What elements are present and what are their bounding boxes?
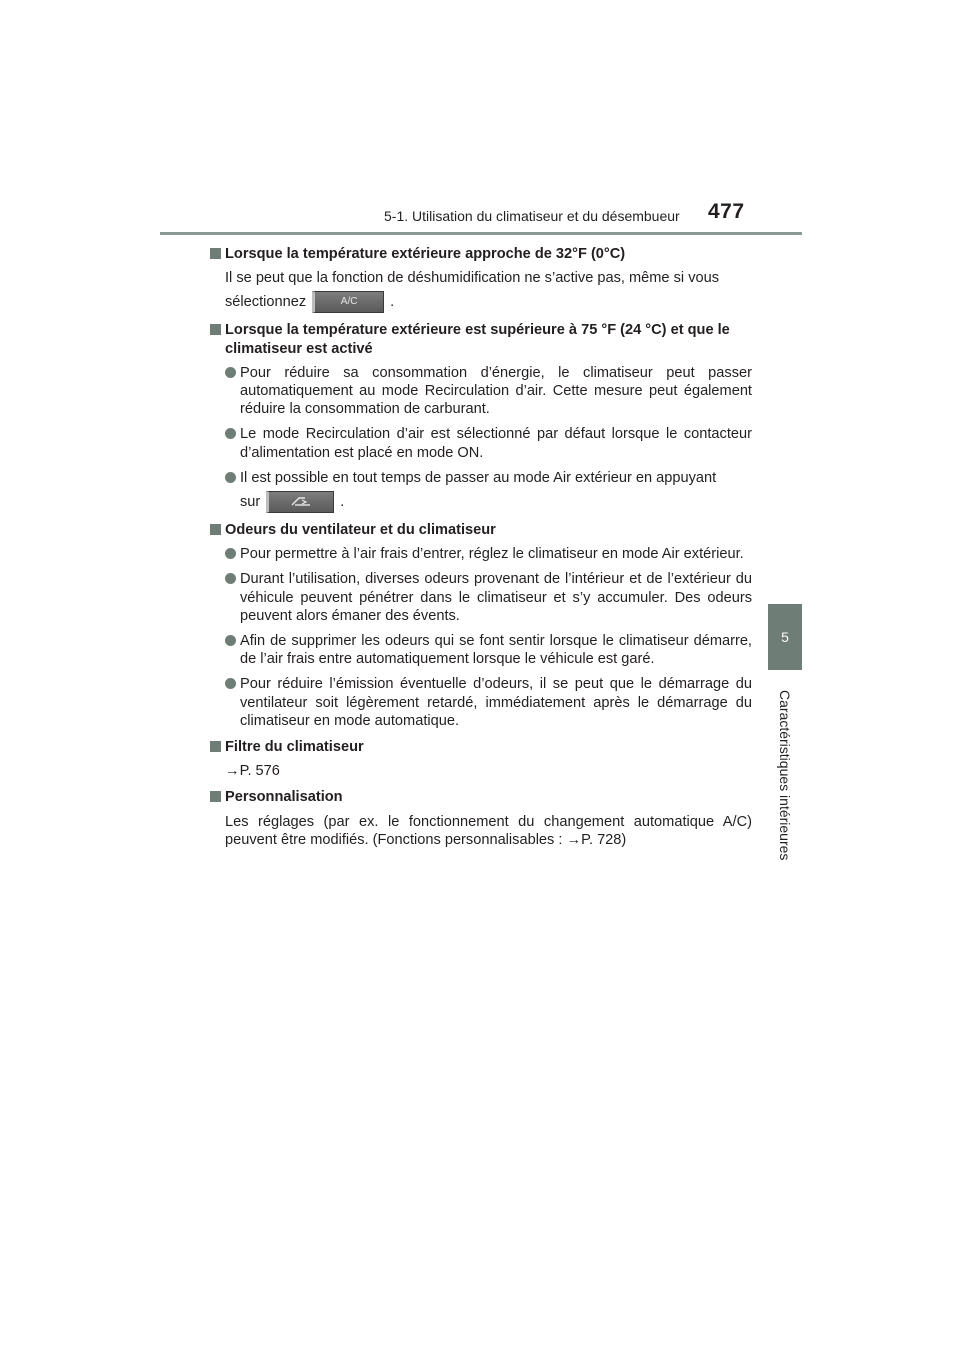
- list-item: [210, 425, 752, 461]
- text-after-button: .: [340, 493, 345, 510]
- header-rule: [160, 232, 802, 235]
- round-bullet-icon: [225, 573, 236, 584]
- round-bullet-icon: [225, 678, 236, 689]
- list-item-text: Il est possible en tout temps de passer au mode Air extérieur en appuyant: [240, 469, 717, 486]
- round-bullet-icon: [225, 367, 236, 378]
- list-item-text: Pour permettre à l’air frais d’entrer, réglez le climatiseur en mode Air extérieur.: [240, 546, 744, 563]
- list-item: [210, 364, 752, 419]
- list-item-text: Durant l’utilisation, diverses odeurs provenant de l’intérieur et de l’extérieur du véhicule peuvent pénétrer dans le climatiseur et s’y accumuler. Des odeurs peuvent alors émaner des évents.: [240, 571, 752, 624]
- header-title: 5-1. Utilisation du climatiseur et du désembueur: [384, 208, 680, 224]
- list-item: [210, 545, 752, 563]
- list-item-text: Pour réduire sa consommation d’énergie, le climatiseur peut passer automatiquement au mode Recirculation d’air. Cette mesure peut également réduire la consommation de carburant.: [240, 364, 752, 418]
- chapter-tab: 5: [768, 604, 802, 670]
- list-item-text: Pour réduire l’émission éventuelle d’odeurs, il se peut que le démarrage du ventilateur soit légèrement retardé, immédiatement après le démarrage du climatiseur en mode automatique.: [240, 676, 752, 729]
- section-heading: [210, 788, 752, 806]
- page-reference: →P. 576: [225, 763, 280, 780]
- round-bullet-icon: [225, 548, 236, 559]
- square-bullet-icon: [210, 524, 221, 535]
- button-reference-line: [210, 491, 752, 513]
- list-item-text: Afin de supprimer les odeurs qui se font sentir lorsque le climatiseur démarre, de l’air frais entre automatiquement lorsque le véhicule est garé.: [240, 633, 752, 668]
- section-low-temperature: [210, 245, 752, 313]
- section-heading: [210, 245, 752, 263]
- section-customization: [210, 788, 752, 849]
- list-item: [210, 632, 752, 668]
- heading-text: Personnalisation: [225, 789, 343, 806]
- square-bullet-icon: [210, 324, 221, 335]
- button-reference-line: [210, 291, 752, 313]
- round-bullet-icon: [225, 472, 236, 483]
- section-heading: [210, 738, 752, 756]
- heading-text: Lorsque la température extérieure approche de 32°F (0°C): [225, 246, 626, 262]
- list-item: [210, 469, 752, 487]
- list-item: [210, 570, 752, 625]
- paragraph: Les réglages (par ex. le fonctionnement du changement automatique A/C) peuvent être modifiés. (Fonctions personnalisables : →P. 728): [225, 813, 752, 848]
- page-number: 477: [708, 200, 745, 223]
- list-item: [210, 675, 752, 730]
- heading-text: Filtre du climatiseur: [225, 739, 364, 756]
- square-bullet-icon: [210, 741, 221, 752]
- outside-air-mode-icon: [266, 491, 334, 513]
- section-filter: [210, 738, 752, 780]
- text-before-button: sur: [240, 493, 261, 510]
- section-odors: [210, 521, 752, 730]
- heading-text: Odeurs du ventilateur et du climatiseur: [225, 522, 496, 539]
- square-bullet-icon: [210, 248, 221, 259]
- page-content: [210, 245, 752, 857]
- heading-text: Lorsque la température extérieure est supérieure à 75 °F (24 °C) et que le climatiseur est activé: [225, 322, 730, 357]
- round-bullet-icon: [225, 635, 236, 646]
- paragraph: Il se peut que la fonction de déshumidification ne s’active pas, même si vous: [225, 270, 720, 287]
- section-heading: [210, 321, 752, 357]
- square-bullet-icon: [210, 791, 221, 802]
- text-before-button: sélectionnez: [225, 294, 307, 311]
- section-heading: [210, 521, 752, 539]
- list-item-text: Le mode Recirculation d’air est sélectionné par défaut lorsque le contacteur d’alimentation est placé en mode ON.: [240, 426, 752, 461]
- chapter-label-wrapper: [757, 690, 813, 870]
- section-high-temperature: [210, 321, 752, 513]
- text-after-button: .: [390, 294, 395, 311]
- round-bullet-icon: [225, 428, 236, 439]
- ac-button-icon: A/C: [312, 291, 384, 313]
- chapter-label: Caractéristiques intérieures: [777, 690, 793, 861]
